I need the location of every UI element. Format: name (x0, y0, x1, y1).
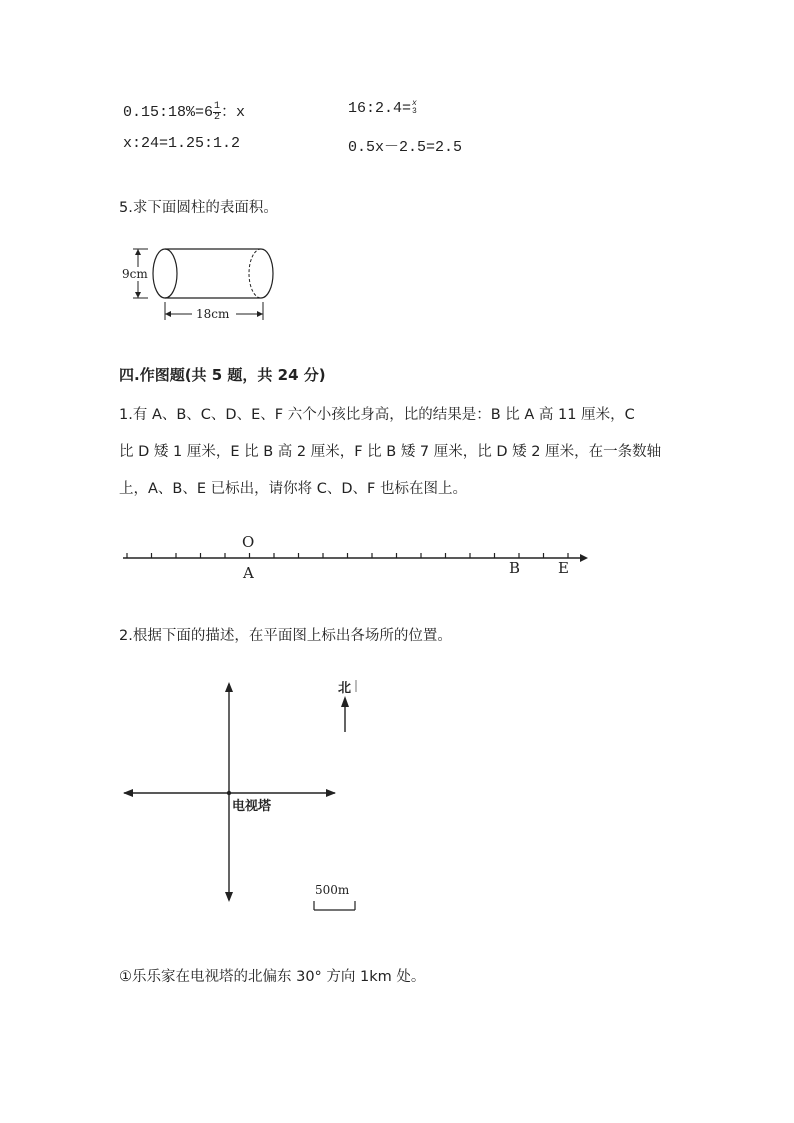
equation-2-fraction (411, 100, 418, 116)
equation-1-fraction (213, 102, 221, 123)
equation-2 (348, 100, 418, 117)
cylinder-right-face-hidden (249, 249, 261, 298)
length-label: 18cm (196, 307, 230, 321)
plan-map (118, 672, 368, 912)
tv-tower-label: 电视塔 (232, 799, 272, 814)
fraction-denominator: 2 (214, 111, 221, 123)
q1-line-2: 比 D 矮 1 厘米，E 比 B 高 2 厘米，F 比 B 矮 7 厘米，比 D 矮 2 厘米，在一条数轴 (119, 444, 662, 460)
equation-4: 0.5x－2.5=2.5 (348, 139, 463, 156)
number-line-arrowhead (580, 554, 588, 562)
map-arrow-left (123, 789, 133, 797)
map-arrow-right (326, 789, 336, 797)
north-label: 北 (338, 681, 352, 696)
map-arrow-up (225, 682, 233, 692)
map-figure (118, 672, 368, 912)
number-line-figure (118, 530, 598, 585)
equation-2-lead: 16:2.4= (348, 100, 412, 117)
fraction-denominator: 3 (412, 107, 417, 117)
fraction-numerator: x (412, 99, 417, 109)
equation-1 (123, 100, 245, 123)
north-arrow-icon (341, 696, 349, 707)
map-arrow-down (225, 892, 233, 902)
point-b-label: B (509, 559, 521, 577)
length-arrow-right (257, 311, 263, 317)
height-arrow-up (135, 249, 141, 255)
question-5-text: 5.求下面圆柱的表面积。 (119, 200, 278, 216)
equation-1-lead: 0.15:18%=6 (123, 104, 214, 121)
scale-label: 500m (315, 883, 350, 897)
q1-line-3: 上，A、B、E 已标出，请你将 C、D、F 也标在图上。 (119, 481, 467, 497)
section-4-title: 四.作图题(共 5 题，共 24 分) (119, 366, 326, 384)
cylinder-figure (118, 240, 288, 328)
cylinder-left-face (153, 249, 177, 298)
point-a-label: A (243, 564, 254, 582)
height-label: 9cm (122, 267, 148, 281)
cylinder-diagram (118, 240, 288, 328)
q1-line-1: 1.有 A、B、C、D、E、F 六个小孩比身高，比的结果是：B 比 A 高 11 厘米，C (119, 407, 635, 423)
fraction-numerator: 1 (214, 100, 221, 112)
equation-3: x:24=1.25:1.2 (123, 135, 241, 152)
length-arrow-left (165, 311, 171, 317)
equation-1-tail: ：x (221, 104, 246, 121)
q2-item-1: ①乐乐家在电视塔的北偏东 30° 方向 1km 处。 (119, 969, 426, 985)
origin-label: O (242, 533, 255, 551)
point-e-label: E (558, 559, 569, 577)
q2-text: 2.根据下面的描述，在平面图上标出各场所的位置。 (119, 628, 452, 644)
cylinder-right-face-visible (261, 249, 273, 298)
height-arrow-down (135, 292, 141, 298)
tv-tower-point (227, 791, 231, 795)
number-line (118, 530, 598, 585)
